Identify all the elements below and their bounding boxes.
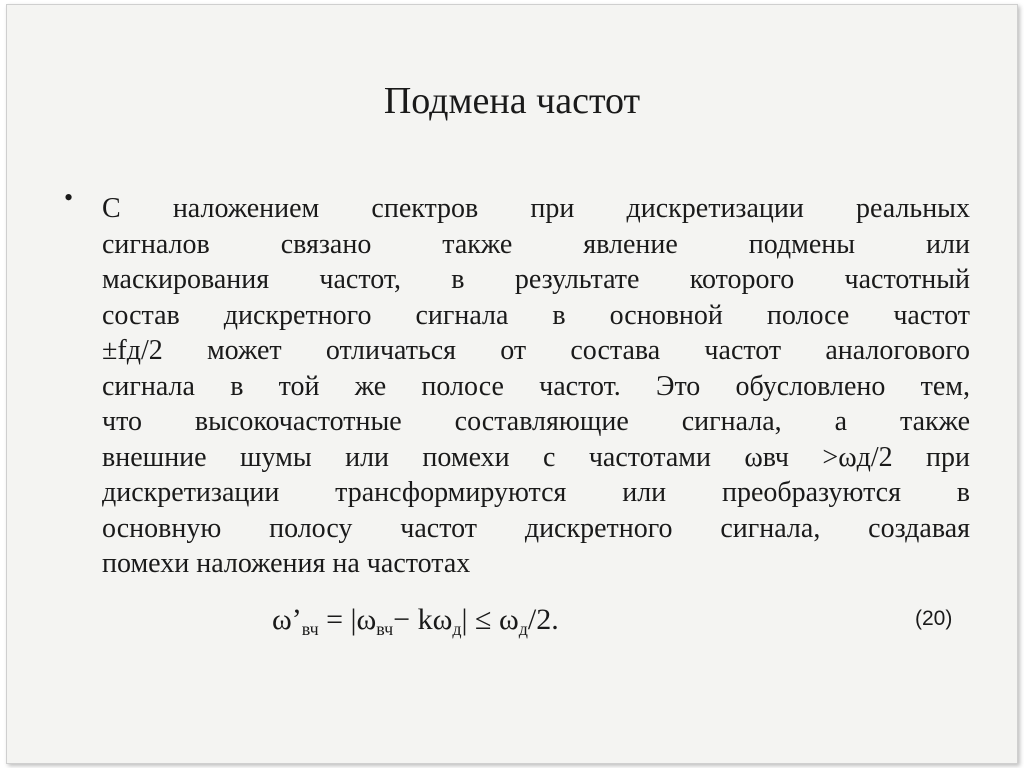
formula-subscript: вч [301,619,319,639]
bullet-marker: • [64,183,74,212]
slide-title: Подмена частот [383,80,641,122]
formula-part: /2. [527,603,559,636]
formula-part: ω’ [272,603,302,636]
body-text [102,191,970,582]
text-line: помехи наложения на частотах [102,548,471,579]
text-line: маскирования частот, в результате которого частотный [102,264,970,295]
text-line: ±fд/2 может отличаться от состава частот аналогового [102,335,970,366]
formula-part: | ≤ ω [461,603,519,636]
aliasing-formula [272,603,559,640]
text-line: дискретизации трансформируются или преобразуются в [102,477,970,508]
equation-number: (20) [915,607,953,630]
formula-part: = |ω [318,603,377,636]
text-line: сигнала в той же полосе частот. Это обусловлено тем, [102,370,970,402]
text-line: основную полосу частот дискретного сигнала, создавая [102,512,970,544]
text-line: внешние шумы или помехи с частотами ωвч >ωд/2 при [102,441,970,473]
text-line: что высокочастотные составляющие сигнала, а также [102,406,970,437]
formula-part: − kω [393,603,453,636]
formula-subscript: д [452,619,462,639]
formula-subscript: вч [376,619,394,639]
text-line: сигналов связано также явление подмены или [102,228,970,260]
text-line: состав дискретного сигнала в основной полосе частот [102,299,970,331]
text-line: С наложением спектров при дискретизации реальных [102,193,970,224]
slide [6,4,1018,764]
formula-subscript: д [518,619,528,639]
